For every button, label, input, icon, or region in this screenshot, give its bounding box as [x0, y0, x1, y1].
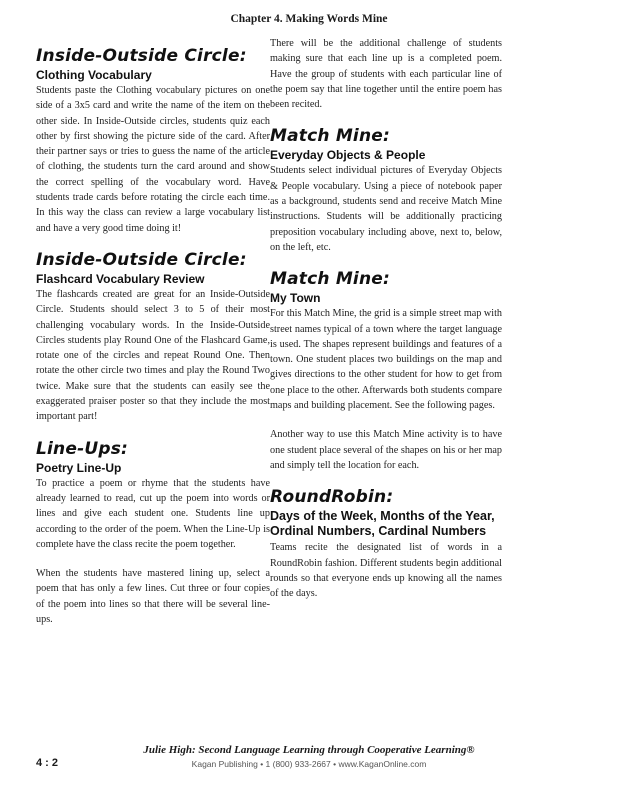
section-subtitle: Flashcard Vocabulary Review: [36, 271, 205, 286]
section-title: Inside-Outside Circle:: [36, 46, 247, 66]
section-subtitle: Everyday Objects & People: [270, 148, 426, 163]
section-title: Match Mine:: [270, 269, 390, 290]
section-paragraph: When the students have mastered lining up, select a poem that has only a few lines. Cut three or four copies of the poem into lines so that there will be several line-ups.: [36, 568, 270, 626]
section-paragraph: Students paste the Clothing vocabulary pictures on one side of a 3x5 card and write the name of the item on the other side. In Inside-Outside circles, students quiz each other by first showing the picture side of the card. After their partner says or tries to guess the name of the article of clothing, the students turn the card around and show the correct spelling of the vocabulary word. Have students trade cards before rotating the circle each time. In this way the class can review a large vocabulary list and have a very good time doing it!: [36, 85, 270, 234]
section-subtitle: My Town: [270, 291, 321, 306]
section-paragraph: Another way to use this Match Mine activity is to have one student place several of the shapes on his or her map and simply tell the location for each.: [270, 429, 502, 471]
section-title: RoundRobin:: [270, 487, 394, 508]
left-column: [36, 46, 270, 641]
section-paragraph: For this Match Mine, the grid is a simple street map with street names typical of a town where the target language is used. The shapes represent buildings and features of a town. One student places two buildings on the map and gives directions to the other student for how to get from one place to the other. Afterwards both students compare maps and building placement. See the following pages.: [270, 308, 503, 412]
footer-publisher: Kagan Publishing • 1 (800) 933-2667 • www.KaganOnline.com: [191, 759, 427, 769]
section-subtitle: Poetry Line-Up: [36, 460, 122, 475]
footer-book-title: Julie High: Second Language Learning through Cooperative Learning®: [143, 744, 475, 756]
section-line-ups: [36, 439, 270, 628]
section-paragraph: There will be the additional challenge of students making sure that each line up is a completed poem. Have the group of students with each particular line of the poem say that line together until the entire poem has been recited.: [270, 38, 502, 111]
section-title: Match Mine:: [270, 126, 390, 147]
section-paragraph: The flashcards created are great for an Inside-Outside Circle. Students should select 3 to 5 of their most challenging vocabulary words. In the Inside-Outside Circles students play Round One of the Flashcard Game, rotate one of the circles and repeat Round One. Then rotate the other circle two times and play the Round Two twice. Make sure that the students can easily see the exaggerated praiser poster so that they include the most important part!: [36, 288, 270, 423]
section-line-ups-continued: [270, 36, 502, 112]
right-column: [270, 38, 503, 615]
section-match-mine-town: [270, 269, 502, 473]
section-title: Line-Ups:: [36, 438, 129, 459]
section-subtitle: Clothing Vocabulary: [36, 68, 152, 82]
section-roundrobin: [270, 487, 502, 601]
section-paragraph: To practice a poem or rhyme that the students have already learned to read, cut up the poem into words or lines and give each student one. Students line up according to the order of the poem. When the Line-Up is complete have the class recite the poem together.: [36, 477, 270, 550]
section-title: Inside-Outside Circle:: [36, 249, 247, 270]
section-inside-outside-clothing: [36, 46, 270, 236]
section-subtitle: Days of the Week, Months of the Year, Ordinal Numbers, Cardinal Numbers: [270, 509, 495, 539]
section-inside-outside-flashcard: [36, 250, 270, 425]
section-match-mine-objects: [270, 126, 502, 255]
page-number: 4 : 2: [36, 757, 59, 769]
section-paragraph: Students select individual pictures of Everyday Objects & People vocabulary. Using a piece of notebook paper as a background, students send and receive Match Mine instructions. Students will be additionally practicing preposition vocabulary including above, next to, below, on the left, etc.: [270, 165, 502, 253]
chapter-header: Chapter 4. Making Words Mine: [230, 13, 388, 25]
section-paragraph: Teams recite the designated list of words in a RoundRobin fashion. Different students begin additional rounds so that everyone ends up knowing all the names of the days.: [270, 542, 502, 600]
